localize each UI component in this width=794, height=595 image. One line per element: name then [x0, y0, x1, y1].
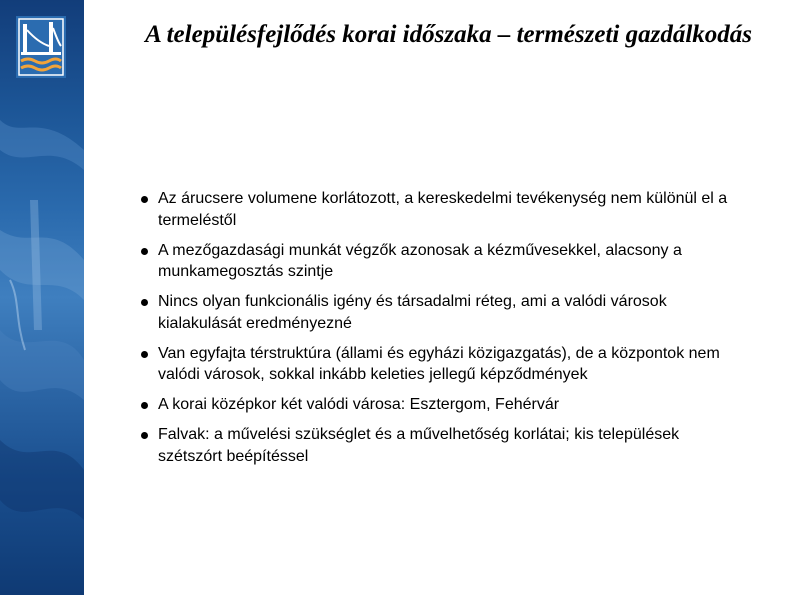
list-item [138, 343, 738, 386]
list-item [138, 291, 738, 334]
list-item [138, 240, 738, 283]
bullet-dot-icon [141, 351, 148, 358]
list-item [138, 424, 738, 467]
list-item [138, 188, 738, 231]
bullet-text: A korai középkor két valódi városa: Esztergom, Fehérvár [158, 396, 560, 413]
bridge-logo-icon [16, 16, 66, 78]
bullet-list [138, 188, 738, 476]
bullet-dot-icon [141, 402, 148, 409]
bullet-text: Falvak: a művelési szükséglet és a művelhetőség korlátai; kis települések szétszórt beépítéssel [158, 426, 680, 465]
bullet-dot-icon [141, 432, 148, 439]
bullet-dot-icon [141, 196, 148, 203]
slide-title: A településfejlődés korai időszaka – természeti gazdálkodás [145, 21, 752, 48]
decorative-sidebar [0, 0, 84, 595]
sidebar-texture [0, 0, 84, 595]
bullet-text: Az árucsere volumene korlátozott, a kereskedelmi tevékenység nem különül el a termeléstől [158, 190, 728, 229]
bullet-text: A mezőgazdasági munkát végzők azonosak a kézművesekkel, alacsony a munkamegosztás szintje [158, 241, 682, 280]
bullet-dot-icon [141, 248, 148, 255]
bullet-dot-icon [141, 299, 148, 306]
bullet-text: Nincs olyan funkcionális igény és társadalmi réteg, ami a valódi városok kialakulását eredményezné [158, 293, 667, 332]
bullet-text: Van egyfajta térstruktúra (állami és egyházi közigazgatás), de a központok nem valódi városok, sokkal inkább keleties jellegű képződmények [158, 344, 720, 383]
list-item [138, 394, 738, 416]
